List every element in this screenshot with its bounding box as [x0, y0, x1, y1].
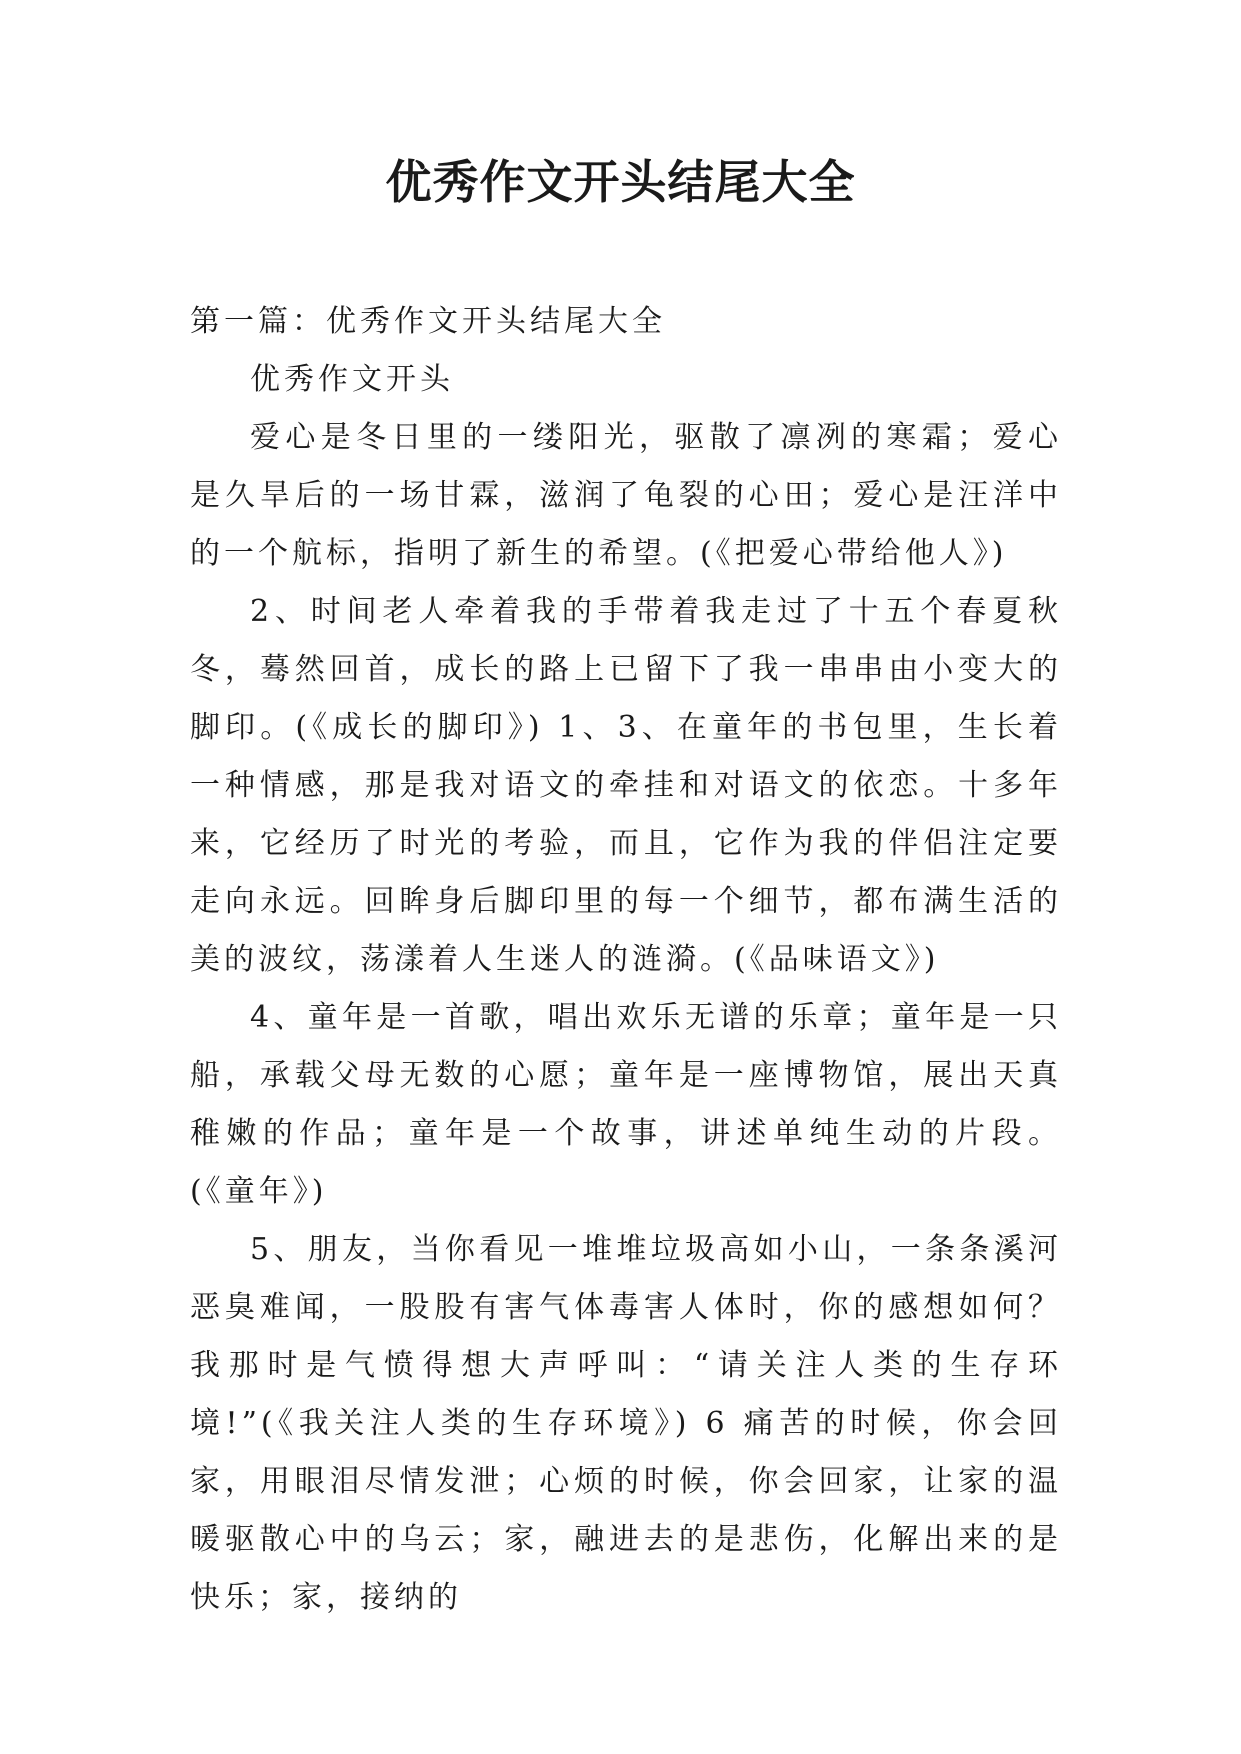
paragraph: 2、时间老人牵着我的手带着我走过了十五个春夏秋冬，蓦然回首，成长的路上已留下了我一串串由小变大的脚印。(《成长的脚印》) 1、3、在童年的书包里，生长着一种情感，那是我对语文的牵挂和对语文的依恋。十多年来，它经历了时光的考验，而且，它作为我的伴侣注定要走向永远。回眸身后脚印里的每一个细节，都布满生活的美的波纹，荡漾着人生迷人的涟漪。(《品味语文》) — [190, 594, 1062, 977]
paragraph: 4、童年是一首歌，唱出欢乐无谱的乐章；童年是一只船，承载父母无数的心愿；童年是一座博物馆，展出天真稚嫩的作品；童年是一个故事，讲述单纯生动的片段。(《童年》) — [190, 1000, 1062, 1209]
document-body — [190, 293, 1062, 1627]
paragraph: 爱心是冬日里的一缕阳光，驱散了凛冽的寒霜；爱心是久旱后的一场甘霖，滋润了龟裂的心田；爱心是汪洋中的一个航标，指明了新生的希望。(《把爱心带给他人》) — [190, 420, 1062, 571]
document-title: 优秀作文开头结尾大全 — [385, 155, 856, 209]
subsection-heading: 优秀作文开头 — [250, 362, 454, 397]
paragraph: 5、朋友，当你看见一堆堆垃圾高如小山，一条条溪河恶臭难闻，一股股有害气体毒害人体时，你的感想如何？我那时是气愤得想大声呼叫：“请关注人类的生存环境!”(《我关注人类的生存环境》) 6 痛苦的时候，你会回家，用眼泪尽情发泄；心烦的时候，你会回家，让家的温暖驱散心中的乌云；家，融进去的是悲伤，化解出来的是快乐；家，接纳的 — [190, 1232, 1062, 1615]
section-heading: 第一篇：优秀作文开头结尾大全 — [190, 304, 666, 339]
